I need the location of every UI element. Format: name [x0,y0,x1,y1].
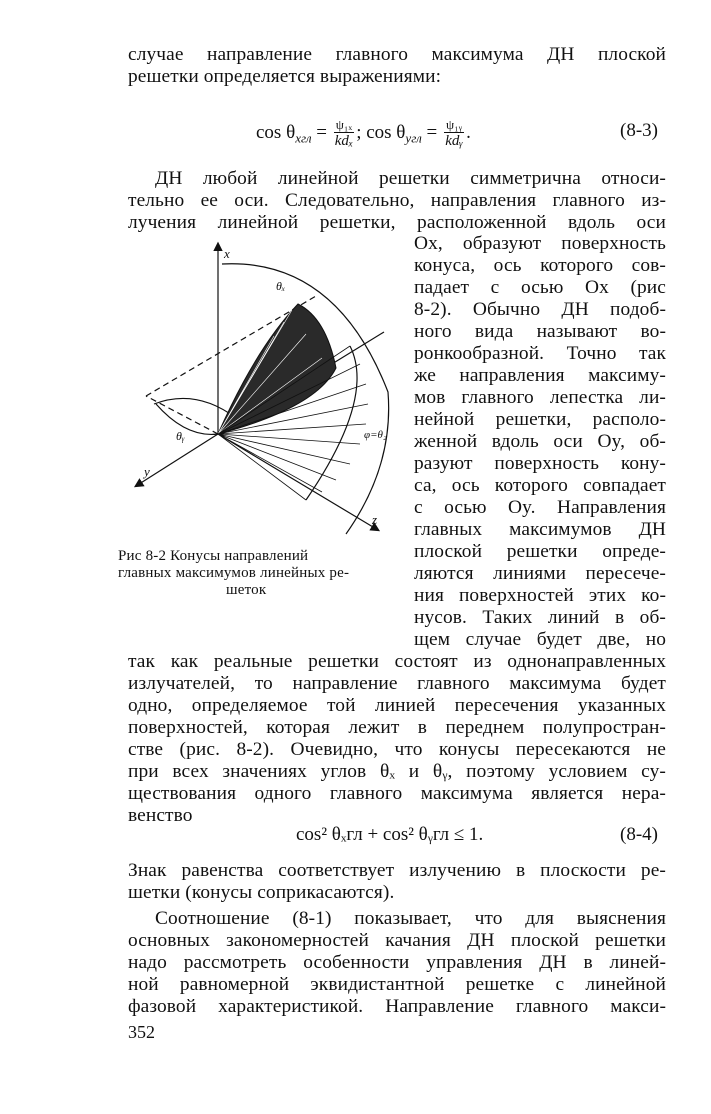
text-line: ДН любой линейной решетки симметрична относи- [155,168,666,189]
text-line: с осью Oy. Направления [414,497,666,518]
text-line: нейной решетки, располо- [414,409,666,430]
fraction-denominator: kdᵧ [445,133,463,149]
fraction [444,118,464,149]
text-line: ляются линиями пересече- [414,563,666,584]
text-line: тельно ее оси. Следовательно, направления главного из- [128,190,666,211]
figure-caption-line: шеток [226,582,267,598]
axis-label-y: y [144,464,150,479]
text-line: падает с осью Ox (рис [414,277,666,298]
formula-part: ; cos θ [356,121,406,143]
figure-caption-line: Рис 8-2 Конусы направлений [118,548,309,564]
text-line: Соотношение (8-1) показывает, что для выяснения [155,908,666,929]
formula-subscript: yгл [405,130,422,146]
figure-cones-diagram [126,238,408,544]
text-line: ной равномерной эквидистантной решетке с линейной [128,974,666,995]
text-line: нусов. Таких линий в об- [414,607,666,628]
fraction-numerator: ψ₁ₓ [335,117,353,132]
text-line: главных максимумов ДН [414,519,666,540]
text-line: решетки определяется выражениями: [128,66,442,87]
cone-rim [156,404,218,434]
text-line: ного вида называют во- [414,321,666,342]
text-line: мов главного лепестка ли- [414,387,666,408]
text-line: ществования одного главного максимума является нера- [128,783,666,804]
text-line: основных закономерностей качания ДН плоской решетки [128,930,666,951]
text-line: ронкообразной. Точно так [414,343,666,364]
text-line: Знак равенства соответствует излучению в плоскости ре- [128,860,666,881]
text-line: Ox, образуют поверхность [414,233,666,254]
text-line: шетки (конусы соприкасаются). [128,882,395,903]
text-line: одно, определяемое той линией пересечения указанных [128,695,666,716]
text-line: надо рассмотреть особенности управления ДН в линей- [128,952,666,973]
formula-subscript: xгл [295,130,312,146]
fraction-numerator: ψ₁ᵧ [445,117,463,132]
formula-part: cos θ [256,121,296,143]
fraction-denominator: kdₓ [334,133,354,149]
text-line: венство [128,805,193,826]
text-line: конуса, ось которого сов- [414,255,666,276]
text-line: разуют поверхность кону- [414,453,666,474]
text-line: лучения линейной решетки, расположенной вдоль оси [128,212,666,233]
text-line: ния поверхностей этих ко- [414,585,666,606]
text-line: са, ось которого совпадает [414,475,666,496]
text-line: плоской решетки опреде- [414,541,666,562]
axis-label-x: x [224,246,230,261]
equation-number: (8-3) [620,120,658,141]
text-line: поверхностей, которая лежит в переднем полупростран- [128,717,666,738]
text-line: 8-2). Обычно ДН подоб- [414,299,666,320]
text-line: женной вдоль оси Oy, об- [414,431,666,452]
figure-caption-line: главных максимумов линейных ре- [118,565,350,581]
text-line: щем случае будет две, но [414,629,666,650]
formula-8-4: cos² θₓгл + cos² θᵧгл ≤ 1. [296,824,484,845]
z-axis [218,434,378,530]
equation-number: (8-4) [620,824,658,845]
text-line: излучателей, то направление главного максимума будет [128,673,666,694]
text-line: фазовой характеристикой. Направление главного макси- [128,996,666,1017]
text-line: стве (рис. 8-2). Очевидно, что конусы пересекаются не [128,739,666,760]
text-line: же направления максиму- [414,365,666,386]
text-line: случае направление главного максимума ДН плоской [128,44,666,65]
formula-part: = [311,121,332,143]
cone-surface [218,304,336,434]
formula-part: . [466,121,471,143]
text-line: при всех значениях углов θₓ и θᵧ, поэтому условием су- [128,761,666,782]
fraction [334,118,354,149]
angle-label-theta-y: θᵧ [176,429,185,443]
angle-label-theta-x: θₓ [276,279,286,293]
text-line: так как реальные решетки состоят из однонаправленных [128,651,666,672]
axis-label-z: z [372,512,378,527]
page-number: 352 [128,1022,155,1042]
angle-label-phi: φ=θ₂ [364,429,387,441]
formula-8-3: $\cos \theta_{xгл}$ = $\frac{\text{ψ₁ₓ}}{\text{kdₓ}}$ ; $\cos \theta_{yгл}$ = $\frac{\text{ψ₁ᵧ}}{\text{kdᵧ}}$ . [256,117,471,149]
